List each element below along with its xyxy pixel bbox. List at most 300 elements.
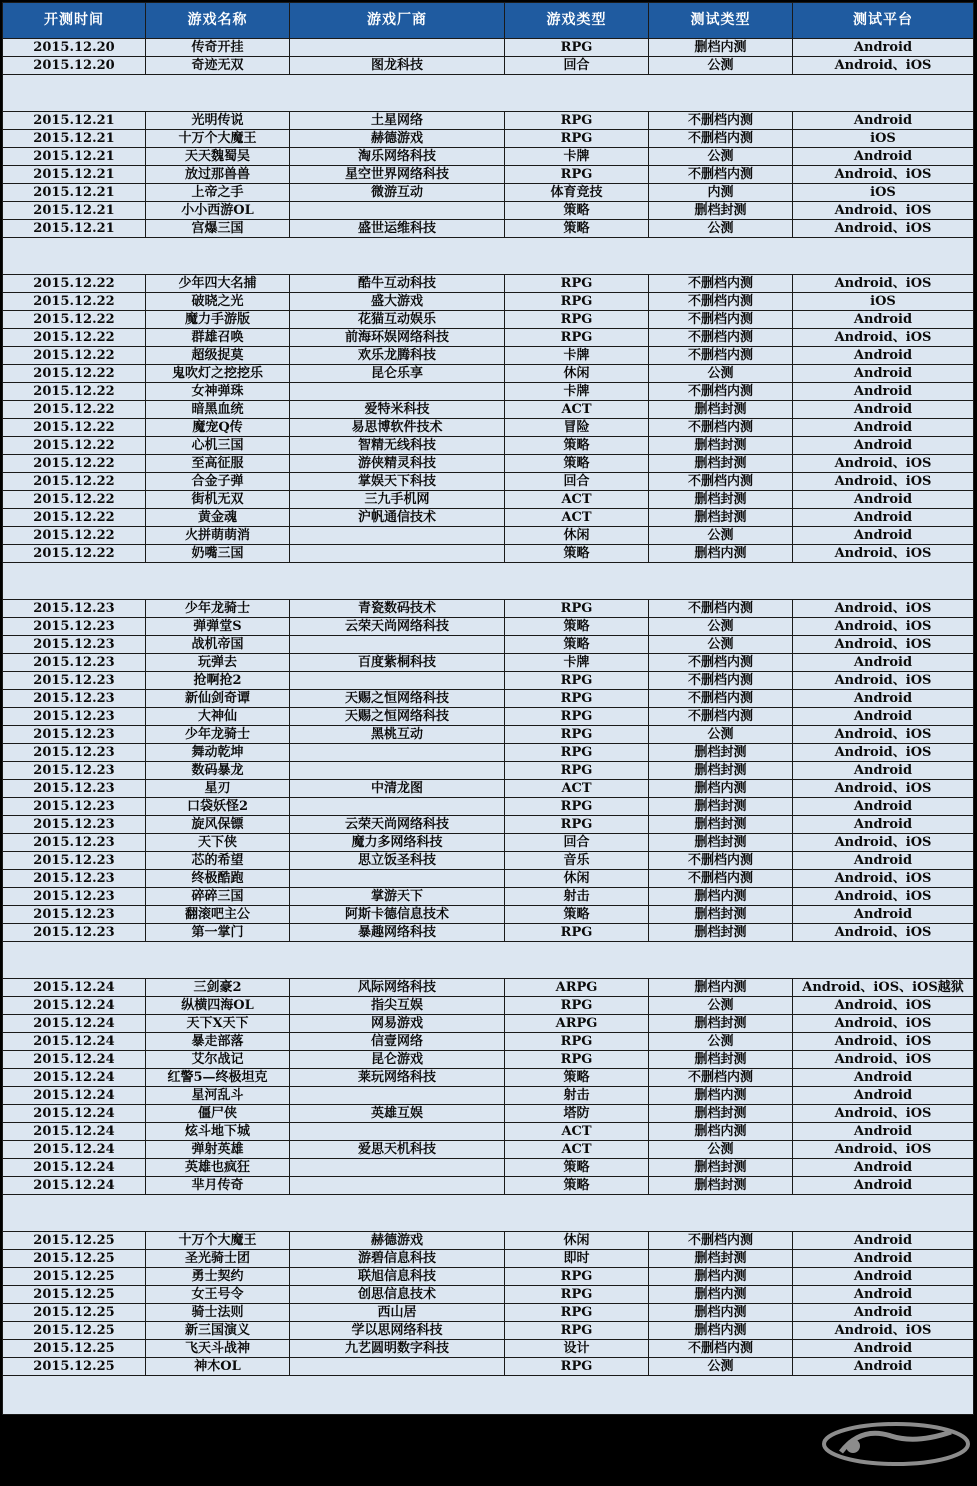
cell-test-time: 2015.12.24 [3,1069,146,1087]
cell-game-genre: ACT [505,1141,649,1159]
separator-cell [505,1376,649,1415]
cell-test-type: 不删档内测 [649,1232,793,1250]
cell-game-genre: 策略 [505,202,649,220]
cell-game-genre: ACT [505,1123,649,1141]
cell-test-time: 2015.12.23 [3,870,146,888]
header-test-time: 开测时间 [3,3,146,39]
table-row [3,690,974,708]
table-row [3,455,974,473]
cell-platform: Android [793,1268,974,1286]
separator-cell [505,942,649,979]
cell-test-type: 公测 [649,1358,793,1376]
table-row [3,509,974,527]
cell-developer: 酷牛互动科技 [290,275,505,293]
cell-game-name: 放过那兽兽 [146,166,290,184]
table-row [3,202,974,220]
cell-test-time: 2015.12.25 [3,1358,146,1376]
cell-test-time: 2015.12.24 [3,1015,146,1033]
cell-developer: 赫德游戏 [290,1232,505,1250]
cell-test-type: 删档内测 [649,1304,793,1322]
cell-test-time: 2015.12.25 [3,1322,146,1340]
cell-test-type: 公测 [649,618,793,636]
cell-game-genre: 回合 [505,57,649,75]
cell-test-type: 不删档内测 [649,275,793,293]
cell-platform: Android [793,401,974,419]
cell-platform: Android [793,311,974,329]
cell-game-genre: 回合 [505,473,649,491]
cell-game-name: 神木OL [146,1358,290,1376]
cell-test-type: 公测 [649,636,793,654]
cell-platform: Android [793,852,974,870]
cell-platform: Android [793,527,974,545]
cell-game-name: 炫斗地下城 [146,1123,290,1141]
cell-test-type: 删档封测 [649,1015,793,1033]
table-row [3,924,974,942]
cell-platform: Android [793,1304,974,1322]
cell-game-genre: ARPG [505,1015,649,1033]
cell-game-genre: RPG [505,329,649,347]
cell-test-time: 2015.12.23 [3,600,146,618]
cell-game-name: 超级捉莫 [146,347,290,365]
table-row [3,1268,974,1286]
cell-game-name: 数码暴龙 [146,762,290,780]
cell-game-name: 星河乱斗 [146,1087,290,1105]
cell-game-name: 芈月传奇 [146,1177,290,1195]
cell-test-type: 删档封测 [649,834,793,852]
cell-platform: Android [793,1069,974,1087]
table-row [3,329,974,347]
cell-developer: 天赐之恒网络科技 [290,708,505,726]
cell-developer [290,1123,505,1141]
table-row [3,1033,974,1051]
cell-game-name: 新三国演义 [146,1322,290,1340]
cell-developer: 三九手机网 [290,491,505,509]
table-row [3,527,974,545]
table-row [3,220,974,238]
cell-game-genre: RPG [505,166,649,184]
cell-test-type: 不删档内测 [649,672,793,690]
separator-cell [3,75,146,112]
separator-cell [793,75,974,112]
cell-test-time: 2015.12.21 [3,202,146,220]
table-row [3,1051,974,1069]
cell-game-name: 僵尸侠 [146,1105,290,1123]
cell-game-name: 小小西游OL [146,202,290,220]
table-row [3,672,974,690]
cell-test-time: 2015.12.25 [3,1250,146,1268]
cell-test-time: 2015.12.25 [3,1232,146,1250]
cell-developer [290,1087,505,1105]
cell-test-type: 公测 [649,365,793,383]
cell-developer: 莱玩网络科技 [290,1069,505,1087]
table-row [3,979,974,997]
cell-test-time: 2015.12.23 [3,798,146,816]
cell-platform: Android、iOS [793,220,974,238]
cell-game-genre: ACT [505,780,649,798]
table-row [3,888,974,906]
cell-test-type: 删档封测 [649,509,793,527]
cell-developer: 暴趣网络科技 [290,924,505,942]
cell-game-name: 暗黑血统 [146,401,290,419]
cell-test-type: 删档内测 [649,1268,793,1286]
cell-game-genre: RPG [505,275,649,293]
cell-test-type: 不删档内测 [649,1340,793,1358]
table-row [3,762,974,780]
cell-platform: Android、iOS [793,545,974,563]
cell-game-name: 抢啊抢2 [146,672,290,690]
table-row [3,852,974,870]
cell-test-time: 2015.12.24 [3,1051,146,1069]
cell-platform: Android [793,509,974,527]
cell-test-type: 删档封测 [649,491,793,509]
cell-test-time: 2015.12.21 [3,220,146,238]
cell-game-genre: 射击 [505,1087,649,1105]
cell-platform: Android [793,708,974,726]
cell-developer [290,545,505,563]
separator-cell [649,1376,793,1415]
table-row [3,1069,974,1087]
cell-test-type: 不删档内测 [649,112,793,130]
cell-test-type: 不删档内测 [649,600,793,618]
cell-test-type: 删档封测 [649,816,793,834]
table-row [3,57,974,75]
cell-game-name: 口袋妖怪2 [146,798,290,816]
cell-developer: 花猫互动娱乐 [290,311,505,329]
cell-test-time: 2015.12.25 [3,1304,146,1322]
cell-game-genre: 策略 [505,636,649,654]
cell-test-type: 不删档内测 [649,708,793,726]
cell-test-type: 不删档内测 [649,166,793,184]
table-row [3,618,974,636]
cell-test-type: 不删档内测 [649,130,793,148]
cell-game-name: 街机无双 [146,491,290,509]
cell-platform: Android、iOS、iOS越狱 [793,979,974,997]
cell-test-time: 2015.12.21 [3,184,146,202]
table-row [3,870,974,888]
cell-platform: iOS [793,130,974,148]
table-row [3,600,974,618]
cell-game-genre: RPG [505,708,649,726]
cell-test-type: 删档内测 [649,1286,793,1304]
cell-game-genre: 休闲 [505,527,649,545]
cell-game-genre: RPG [505,1033,649,1051]
cell-game-name: 至高征服 [146,455,290,473]
cell-platform: Android [793,112,974,130]
cell-platform: Android、iOS [793,726,974,744]
cell-developer: 游侠精灵科技 [290,455,505,473]
separator-cell [505,238,649,275]
cell-game-name: 红警5—终极坦克 [146,1069,290,1087]
cell-test-time: 2015.12.23 [3,744,146,762]
cell-platform: Android、iOS [793,57,974,75]
table-row [3,1358,974,1376]
cell-game-name: 弹弹堂S [146,618,290,636]
cell-test-type: 删档封测 [649,1250,793,1268]
cell-game-name: 少年龙骑士 [146,600,290,618]
cell-game-name: 终极酷跑 [146,870,290,888]
cell-game-name: 骑士法则 [146,1304,290,1322]
cell-test-type: 公测 [649,220,793,238]
cell-game-genre: RPG [505,744,649,762]
cell-platform: Android [793,798,974,816]
separator-cell [146,1376,290,1415]
cell-test-time: 2015.12.24 [3,1087,146,1105]
cell-test-type: 删档封测 [649,437,793,455]
separator-cell [793,238,974,275]
cell-test-time: 2015.12.24 [3,1177,146,1195]
cell-game-genre: 音乐 [505,852,649,870]
cell-platform: Android [793,1286,974,1304]
cell-platform: Android、iOS [793,473,974,491]
table-row [3,1286,974,1304]
table-row [3,1159,974,1177]
cell-platform: Android、iOS [793,1015,974,1033]
cell-platform: iOS [793,293,974,311]
cell-game-genre: ACT [505,401,649,419]
table-row [3,365,974,383]
cell-test-time: 2015.12.20 [3,57,146,75]
cell-game-genre: ACT [505,491,649,509]
table-row [3,816,974,834]
cell-developer: 英雄互娱 [290,1105,505,1123]
cell-platform: iOS [793,184,974,202]
cell-test-time: 2015.12.22 [3,401,146,419]
table-row [3,780,974,798]
cell-developer [290,39,505,57]
cell-game-name: 芯的希望 [146,852,290,870]
cell-platform: Android、iOS [793,455,974,473]
separator-cell [793,942,974,979]
cell-test-type: 删档内测 [649,780,793,798]
separator-cell [649,1195,793,1232]
cell-test-time: 2015.12.23 [3,690,146,708]
cell-test-time: 2015.12.22 [3,455,146,473]
cell-game-name: 光明传说 [146,112,290,130]
cell-game-genre: RPG [505,672,649,690]
cell-game-name: 黄金魂 [146,509,290,527]
cell-game-name: 魔力手游版 [146,311,290,329]
separator-cell [505,563,649,600]
cell-game-name: 碎碎三国 [146,888,290,906]
cell-test-time: 2015.12.25 [3,1286,146,1304]
cell-game-name: 天下X天下 [146,1015,290,1033]
cell-developer: 智精无线科技 [290,437,505,455]
cell-test-type: 不删档内测 [649,654,793,672]
cell-test-type: 删档内测 [649,979,793,997]
cell-developer [290,1358,505,1376]
cell-platform: Android [793,1177,974,1195]
cell-developer [290,762,505,780]
cell-developer: 学以思网络科技 [290,1322,505,1340]
cell-developer: 指尖互娱 [290,997,505,1015]
cell-game-name: 玩弹去 [146,654,290,672]
separator-cell [793,1195,974,1232]
cell-platform: Android、iOS [793,636,974,654]
cell-test-type: 公测 [649,57,793,75]
cell-platform: Android、iOS [793,888,974,906]
cell-game-genre: RPG [505,1051,649,1069]
cell-game-genre: 策略 [505,437,649,455]
table-row [3,311,974,329]
cell-game-genre: 策略 [505,1177,649,1195]
cell-game-name: 传奇开挂 [146,39,290,57]
cell-test-type: 内测 [649,184,793,202]
cell-test-time: 2015.12.23 [3,726,146,744]
cell-game-name: 魔宠Q传 [146,419,290,437]
cell-platform: Android、iOS [793,780,974,798]
cell-test-time: 2015.12.23 [3,852,146,870]
cell-game-name: 飞天斗战神 [146,1340,290,1358]
cell-platform: Android [793,1250,974,1268]
table-row [3,726,974,744]
table-row [3,1250,974,1268]
cell-game-name: 英雄也疯狂 [146,1159,290,1177]
cell-game-genre: RPG [505,798,649,816]
table-row [3,1232,974,1250]
cell-developer: 网易游戏 [290,1015,505,1033]
header-platform: 测试平台 [793,3,974,39]
cell-platform: Android [793,1340,974,1358]
cell-game-genre: RPG [505,39,649,57]
cell-test-type: 公测 [649,1033,793,1051]
separator-cell [649,75,793,112]
table-row [3,419,974,437]
separator-cell [793,563,974,600]
cell-platform: Android、iOS [793,618,974,636]
cell-game-name: 奶嘴三国 [146,545,290,563]
cell-platform: Android、iOS [793,1322,974,1340]
cell-game-name: 宫爆三国 [146,220,290,238]
table-row [3,654,974,672]
cell-test-type: 删档内测 [649,1322,793,1340]
cell-game-genre: 卡牌 [505,383,649,401]
cell-platform: Android、iOS [793,997,974,1015]
cell-test-type: 不删档内测 [649,311,793,329]
cell-game-genre: 策略 [505,545,649,563]
cell-test-type: 删档内测 [649,1123,793,1141]
cell-game-name: 上帝之手 [146,184,290,202]
group-separator-row [3,1195,974,1232]
cell-game-genre: 射击 [505,888,649,906]
header-test-type: 测试类型 [649,3,793,39]
cell-platform: Android、iOS [793,600,974,618]
cell-platform: Android、iOS [793,1105,974,1123]
cell-test-type: 公测 [649,527,793,545]
game-test-schedule-table [2,2,974,1415]
cell-test-type: 删档封测 [649,202,793,220]
cell-platform: Android、iOS [793,275,974,293]
cell-game-genre: 策略 [505,1159,649,1177]
cell-platform: Android、iOS [793,166,974,184]
cell-platform: Android [793,1358,974,1376]
cell-developer: 天赐之恒网络科技 [290,690,505,708]
cell-game-name: 奇迹无双 [146,57,290,75]
cell-game-name: 女神弹珠 [146,383,290,401]
table-row [3,39,974,57]
cell-game-genre: RPG [505,311,649,329]
cell-platform: Android、iOS [793,672,974,690]
cell-test-time: 2015.12.25 [3,1340,146,1358]
cell-platform: Android [793,39,974,57]
separator-cell [290,563,505,600]
cell-game-genre: RPG [505,924,649,942]
cell-game-name: 星刃 [146,780,290,798]
table-row [3,473,974,491]
cell-test-type: 删档封测 [649,1159,793,1177]
table-row [3,1105,974,1123]
cell-developer: 微游互动 [290,184,505,202]
group-separator-row [3,238,974,275]
cell-game-genre: RPG [505,726,649,744]
separator-cell [649,563,793,600]
cell-developer: 沪帆通信技术 [290,509,505,527]
cell-game-genre: 策略 [505,455,649,473]
cell-developer [290,383,505,401]
cell-developer: 昆仑游戏 [290,1051,505,1069]
cell-game-name: 女王号令 [146,1286,290,1304]
cell-test-time: 2015.12.23 [3,708,146,726]
cell-developer: 创思信息技术 [290,1286,505,1304]
cell-platform: Android [793,365,974,383]
table-row [3,744,974,762]
cell-developer: 土星网络 [290,112,505,130]
cell-test-time: 2015.12.22 [3,491,146,509]
cell-developer [290,202,505,220]
cell-platform: Android、iOS [793,1141,974,1159]
cell-developer: 联旭信息科技 [290,1268,505,1286]
cell-test-type: 删档封测 [649,744,793,762]
cell-developer: 星空世界网络科技 [290,166,505,184]
cell-platform: Android [793,491,974,509]
cell-game-genre: ACT [505,509,649,527]
cell-platform: Android [793,690,974,708]
separator-cell [3,563,146,600]
cell-test-time: 2015.12.22 [3,365,146,383]
cell-developer: 黑桃互动 [290,726,505,744]
table-row [3,293,974,311]
table-row [3,437,974,455]
cell-test-time: 2015.12.22 [3,419,146,437]
cell-platform: Android [793,1123,974,1141]
separator-cell [146,563,290,600]
table-row [3,708,974,726]
cell-game-genre: 策略 [505,1069,649,1087]
cell-test-time: 2015.12.22 [3,293,146,311]
cell-game-genre: 策略 [505,220,649,238]
cell-test-type: 不删档内测 [649,690,793,708]
cell-developer: 欢乐龙腾科技 [290,347,505,365]
cell-platform: Android [793,1087,974,1105]
cell-platform: Android、iOS [793,202,974,220]
cell-platform: Android、iOS [793,329,974,347]
cell-game-genre: 塔防 [505,1105,649,1123]
cell-game-name: 新仙剑奇谭 [146,690,290,708]
cell-game-name: 舞动乾坤 [146,744,290,762]
table-row [3,148,974,166]
cell-platform: Android [793,148,974,166]
cell-game-name: 艾尔战记 [146,1051,290,1069]
cell-game-genre: RPG [505,293,649,311]
table-row [3,112,974,130]
cell-test-type: 公测 [649,997,793,1015]
table-row [3,1340,974,1358]
separator-cell [3,942,146,979]
cell-game-genre: 卡牌 [505,347,649,365]
cell-game-name: 鬼吹灯之挖挖乐 [146,365,290,383]
cell-game-name: 天天魏蜀吴 [146,148,290,166]
cell-test-type: 不删档内测 [649,473,793,491]
cell-game-genre: 卡牌 [505,654,649,672]
